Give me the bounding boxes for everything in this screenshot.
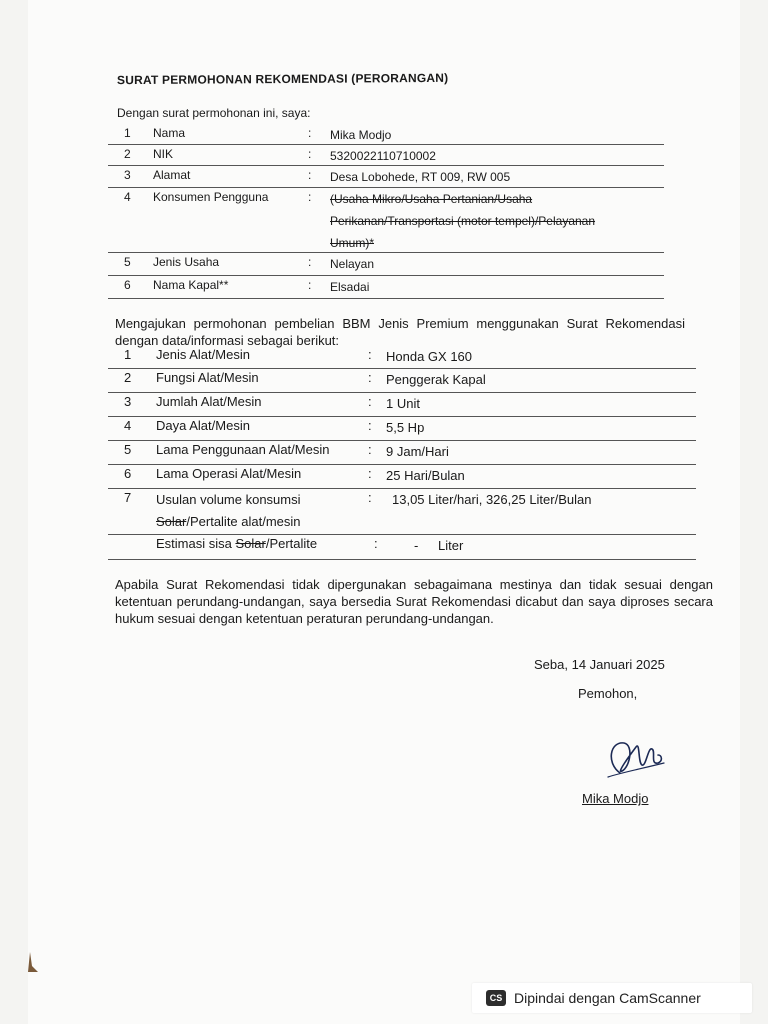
- row-value: Desa Lobohede, RT 009, RW 005: [330, 170, 511, 184]
- struck-option: Solar: [156, 514, 187, 529]
- table-row: [108, 417, 696, 441]
- row-value: 1 Unit: [386, 396, 420, 411]
- row-value: Liter: [438, 538, 464, 553]
- camscanner-watermark: [472, 983, 752, 1013]
- intro-text: Dengan surat permohonan ini, saya:: [117, 106, 311, 120]
- row-number: 5: [124, 255, 131, 269]
- table-row: [108, 124, 664, 145]
- row-label: Jenis Alat/Mesin: [156, 347, 250, 362]
- closing-paragraph: Apabila Surat Rekomendasi tidak dipergunakan sebagaimana mestinya dan tidak sesuai dengan ketentuan perundang-undangan, saya bersedia Surat Rekomendasi dicabut dan saya diproses secara hukum sesuai dengan ketentuan peraturan perundang-undangan.: [115, 577, 713, 626]
- row-value: 5,5 Hp: [386, 420, 425, 435]
- remaining-dash: -: [414, 538, 419, 553]
- row-number: 6: [124, 278, 131, 292]
- place-date: Seba, 14 Januari 2025: [534, 657, 665, 672]
- row-number: 6: [124, 466, 132, 481]
- row-number: 7: [124, 490, 132, 505]
- row-label: Lama Operasi Alat/Mesin: [156, 466, 302, 481]
- row-value: Elsadai: [330, 280, 370, 294]
- table-row: [108, 145, 664, 166]
- row-separator: :: [368, 370, 372, 385]
- table-row: [108, 369, 696, 393]
- option-line: Umum)*: [330, 236, 374, 250]
- label-rest: /Pertalite: [265, 536, 318, 551]
- row-label: Nama: [153, 126, 186, 140]
- row-number: 2: [124, 147, 131, 161]
- row-separator: :: [308, 255, 312, 269]
- row-separator: :: [308, 190, 312, 204]
- row-separator: :: [368, 442, 372, 457]
- row-value: Nelayan: [330, 257, 375, 271]
- table-row: [108, 489, 696, 535]
- row-separator: :: [308, 126, 312, 140]
- table-row: [108, 166, 664, 188]
- row-label: Daya Alat/Mesin: [156, 418, 250, 433]
- row-separator: :: [308, 278, 312, 292]
- row-number: 3: [124, 394, 132, 409]
- label-rest: /Pertalite alat/mesin: [186, 514, 301, 529]
- row-value: Mika Modjo: [330, 128, 392, 142]
- row-value: Honda GX 160: [386, 349, 473, 364]
- table-row: [108, 253, 664, 276]
- row-label: Nama Kapal**: [153, 278, 229, 292]
- applicant-role: Pemohon,: [578, 686, 638, 701]
- table-row: [108, 393, 696, 417]
- row-number: 1: [124, 347, 132, 362]
- row-label: [156, 536, 317, 551]
- signer-name: Mika Modjo: [582, 791, 649, 806]
- table-row: [108, 276, 664, 299]
- signature-mark: [600, 733, 670, 788]
- table-row: [108, 535, 696, 560]
- scan-edge-artifact: [28, 952, 40, 977]
- row-number: 3: [124, 168, 131, 182]
- row-label: Lama Penggunaan Alat/Mesin: [156, 442, 330, 457]
- table-row: [108, 465, 696, 489]
- struck-option: Solar: [235, 536, 266, 551]
- row-label: Jenis Usaha: [153, 255, 220, 269]
- row-label: Konsumen Pengguna: [153, 190, 269, 204]
- row-number: 2: [124, 370, 132, 385]
- row-separator: :: [308, 147, 312, 161]
- row-value: 9 Jam/Hari: [386, 444, 449, 459]
- table-row: [108, 346, 696, 369]
- option-line: (Usaha Mikro/Usaha Pertanian/Usaha: [330, 192, 533, 206]
- row-value: 13,05 Liter/hari, 326,25 Liter/Bulan: [392, 492, 592, 507]
- document-title: SURAT PERMOHONAN REKOMENDASI (PERORANGAN): [116, 70, 449, 88]
- row-value: 25 Hari/Bulan: [386, 468, 465, 483]
- camscanner-logo-icon: CS: [486, 990, 506, 1006]
- applicant-table: [108, 124, 664, 299]
- table-row: [108, 188, 664, 253]
- row-separator: :: [308, 168, 312, 182]
- label-line: [156, 511, 301, 533]
- label-line: Usulan volume konsumsi: [156, 492, 301, 507]
- consumer-category-options: [330, 188, 595, 254]
- row-number: 1: [124, 126, 131, 140]
- row-number: 5: [124, 442, 132, 457]
- row-label: NIK: [153, 147, 174, 161]
- label-prefix: Estimasi sisa: [156, 536, 236, 551]
- row-separator: :: [368, 347, 372, 362]
- request-paragraph: Mengajukan permohonan pembelian BBM Jenis Premium menggunakan Surat Rekomendasi dengan data/informasi sebagai berikut:: [115, 316, 685, 348]
- row-separator: :: [368, 466, 372, 481]
- row-separator: :: [368, 394, 372, 409]
- row-separator: :: [374, 536, 378, 551]
- table-row: [108, 441, 696, 465]
- row-label: [156, 489, 301, 533]
- option-line: Perikanan/Transportasi (motor tempel)/Pelayanan: [330, 214, 596, 228]
- watermark-text: Dipindai dengan CamScanner: [514, 990, 701, 1006]
- row-value: Penggerak Kapal: [386, 372, 486, 387]
- row-number: 4: [124, 190, 131, 204]
- row-label: Jumlah Alat/Mesin: [156, 394, 262, 409]
- row-separator: :: [368, 418, 372, 433]
- row-label: Alamat: [153, 168, 191, 182]
- row-value: 5320022110710002: [330, 149, 436, 163]
- row-label: Fungsi Alat/Mesin: [156, 370, 259, 385]
- row-separator: :: [368, 490, 372, 505]
- row-number: 4: [124, 418, 132, 433]
- engine-table: [108, 346, 696, 560]
